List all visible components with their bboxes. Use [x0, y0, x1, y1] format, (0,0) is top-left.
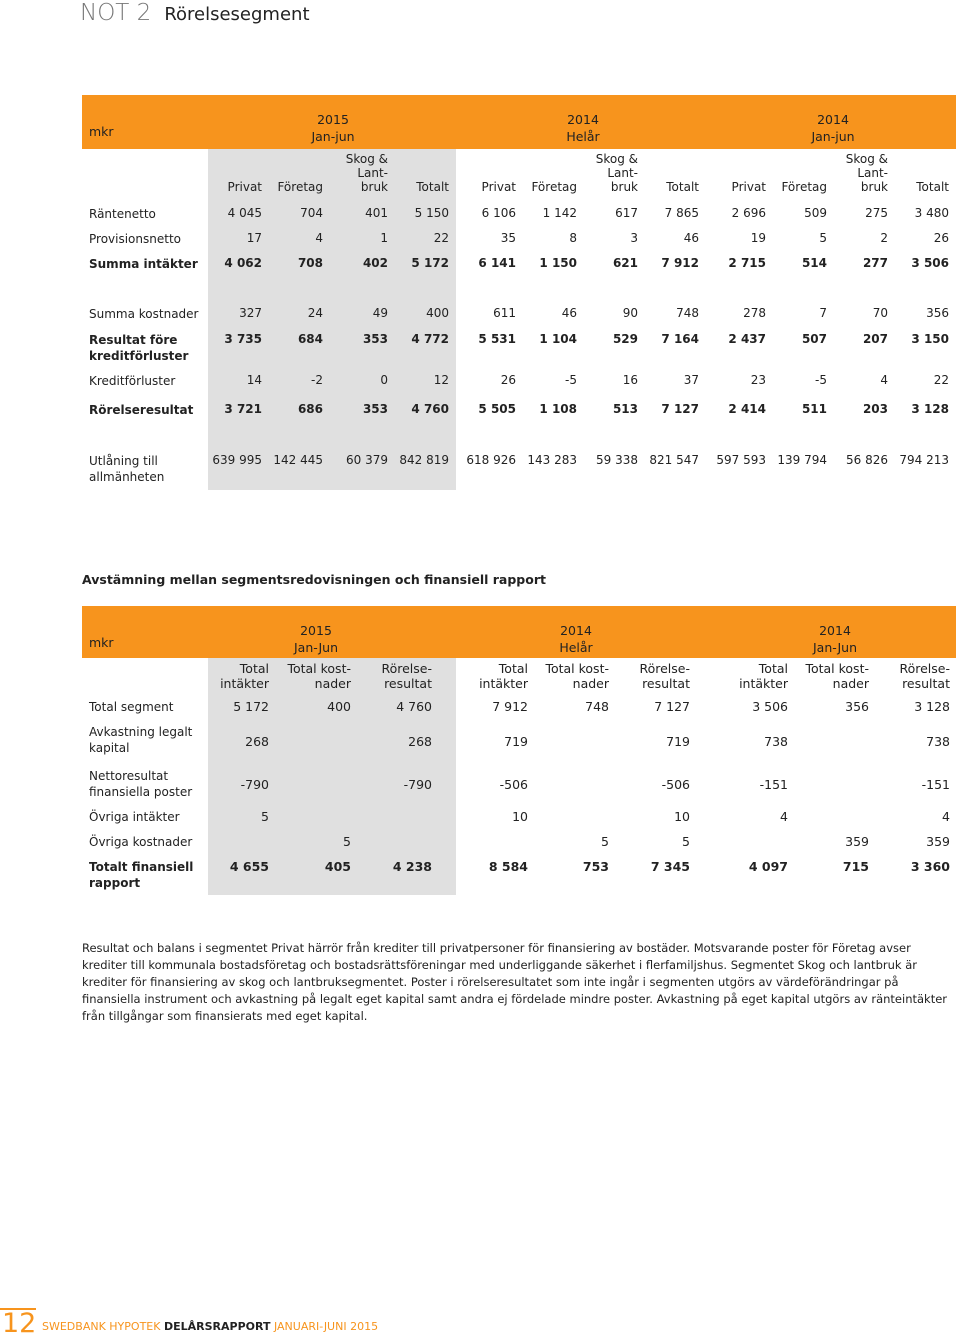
table1-row-label: Kreditförluster	[89, 374, 176, 388]
table1-col-header: Företag	[531, 180, 577, 194]
table1-cell: 12	[433, 373, 449, 387]
table1-period-span: Jan-jun	[811, 129, 855, 144]
table2-cell: -506	[499, 777, 528, 792]
table1-cell: 401	[365, 206, 388, 220]
table1-cell: 24	[307, 306, 323, 320]
table1-cell: 59 338	[596, 453, 638, 467]
table1-cell: 511	[801, 402, 827, 416]
table1-cell: 207	[862, 332, 888, 346]
table1-row-label: Räntenetto	[89, 207, 156, 221]
table1-cell: 142 445	[273, 453, 323, 467]
table2-cell: 3 506	[752, 699, 788, 714]
table2-cell: -790	[403, 777, 432, 792]
page-title	[80, 0, 310, 26]
table1-cell: 507	[801, 332, 827, 346]
table2-cell: 4	[780, 809, 788, 824]
table2-cell: 5	[343, 834, 351, 849]
table1-cell: 5 150	[414, 206, 449, 220]
table1-row-label: Summa kostnader	[89, 307, 199, 321]
table2-col-header: Total intäkter	[479, 661, 528, 691]
table1-cell: 7	[819, 306, 827, 320]
table2-period-span: Helår	[559, 640, 593, 655]
table2-col-header: Rörelse- resultat	[639, 661, 690, 691]
table1-cell: 277	[862, 256, 888, 270]
table1-cell: 748	[676, 306, 699, 320]
table2-cell: 738	[764, 734, 788, 749]
table2-cell: 268	[408, 734, 432, 749]
table2-cell: 5	[682, 834, 690, 849]
table1-cell: 513	[612, 402, 638, 416]
table1-cell: 509	[804, 206, 827, 220]
table1-cell: 621	[612, 256, 638, 270]
table2-cell: 359	[926, 834, 950, 849]
table1-cell: 794 213	[899, 453, 949, 467]
table2-period-span: Jan-Jun	[293, 640, 338, 655]
table2-cell: 7 345	[650, 859, 690, 874]
table1-col-header: Skog & Lant- bruk	[845, 152, 888, 194]
table1-cell: 2 437	[728, 332, 766, 346]
table1-cell: 529	[612, 332, 638, 346]
page-number: 12	[2, 1308, 37, 1339]
table1-col-header: Totalt	[666, 180, 699, 194]
table1-cell: 353	[362, 402, 388, 416]
table2-cell: 359	[845, 834, 869, 849]
table2-col-header: Rörelse- resultat	[899, 661, 950, 691]
footer-company: SWEDBANK HYPOTEK	[42, 1320, 161, 1333]
table1-cell: 4	[880, 373, 888, 387]
table2-cell: 719	[666, 734, 690, 749]
table1-row-label: Utlåning till allmänheten	[89, 454, 165, 484]
section2-title: Avstämning mellan segmentsredovisningen och finansiell rapport	[82, 572, 546, 587]
table1-cell: 402	[362, 256, 388, 270]
table1-cell: 46	[683, 231, 699, 245]
table2-cell: -790	[240, 777, 269, 792]
table1-cell: 14	[246, 373, 262, 387]
table1-cell: 0	[380, 373, 388, 387]
table1-cell: 22	[933, 373, 949, 387]
table1-cell: 842 819	[399, 453, 449, 467]
table1-cell: 1	[380, 231, 388, 245]
table1-col-header: Privat	[481, 180, 516, 194]
table2-cell: -506	[661, 777, 690, 792]
table1-row-label: Rörelseresultat	[89, 403, 194, 417]
table1-cell: 611	[493, 306, 516, 320]
table1-cell: 70	[872, 306, 888, 320]
table1-cell: 821 547	[649, 453, 699, 467]
table1-cell: 26	[500, 373, 516, 387]
footer-period: JANUARI-JUNI 2015	[273, 1320, 379, 1333]
table2-cell: 4 655	[229, 859, 269, 874]
table1-cell: 1 108	[539, 402, 577, 416]
table1-col-header: Privat	[731, 180, 766, 194]
table2-cell: 5	[601, 834, 609, 849]
table1-col-header: Totalt	[416, 180, 449, 194]
table1-cell: 686	[297, 402, 323, 416]
table2-row-label: Totalt finansiell rapport	[89, 860, 194, 890]
table1-col-header: Skog & Lant- bruk	[345, 152, 388, 194]
table1-cell: 4 062	[224, 256, 262, 270]
table1-cell: 23	[750, 373, 766, 387]
table2-cell: -151	[759, 777, 788, 792]
table1-cell: 684	[297, 332, 323, 346]
table1-cell: 3 128	[911, 402, 949, 416]
table2-cell: 3 360	[910, 859, 950, 874]
table2-col-header: Total intäkter	[739, 661, 788, 691]
table1-cell: 4 760	[411, 402, 449, 416]
table2-cell: 400	[327, 699, 351, 714]
table1-col-header: Företag	[277, 180, 323, 194]
table1-cell: 3 480	[914, 206, 949, 220]
table2-col-header: Total kost- nader	[287, 661, 351, 691]
note-number: NOT 2	[80, 0, 152, 26]
table1-cell: 1 142	[542, 206, 577, 220]
table1-cell: -5	[565, 373, 577, 387]
table2-corner: mkr	[89, 635, 114, 650]
table2-cell: 7 127	[654, 699, 690, 714]
table2-cell: 10	[512, 809, 528, 824]
table1-cell: 139 794	[777, 453, 827, 467]
table1-period-span: Helår	[566, 129, 600, 144]
table2-cell: 356	[845, 699, 869, 714]
table2-cell: 738	[926, 734, 950, 749]
table1-col-header: Privat	[227, 180, 262, 194]
table1-cell: 56 826	[846, 453, 888, 467]
table1-cell: 3 721	[224, 402, 262, 416]
table1-cell: 353	[362, 332, 388, 346]
table1-cell: 3 150	[911, 332, 949, 346]
table1-cell: 3 506	[911, 256, 949, 270]
table2-col-header: Total kost- nader	[545, 661, 609, 691]
table1-corner: mkr	[89, 124, 114, 139]
table1-cell: 400	[426, 306, 449, 320]
table2-cell: 753	[582, 859, 609, 874]
table1-cell: 2 715	[728, 256, 766, 270]
table1-period-year: 2015	[317, 112, 349, 127]
table1-cell: 618 926	[466, 453, 516, 467]
table1-cell: 5 505	[478, 402, 516, 416]
table1-cell: 35	[500, 231, 516, 245]
table1-cell: 90	[622, 306, 638, 320]
table1-cell: 4 045	[227, 206, 262, 220]
table1-row-label: Resultat före kreditförluster	[89, 333, 189, 363]
table1-cell: 22	[433, 231, 449, 245]
table1-cell: 278	[743, 306, 766, 320]
table1-cell: 37	[683, 373, 699, 387]
table1-cell: 2 414	[728, 402, 766, 416]
footer-text	[42, 1320, 378, 1333]
table2-cell: 8 584	[488, 859, 528, 874]
table1-cell: 49	[372, 306, 388, 320]
table2-cell: 268	[245, 734, 269, 749]
table2-cell: 4	[942, 809, 950, 824]
table1-cell: 16	[622, 373, 638, 387]
table2-cell: 4 238	[392, 859, 432, 874]
table1-cell: 17	[246, 231, 262, 245]
table1-cell: 4	[315, 231, 323, 245]
table2-row-label: Total segment	[89, 700, 174, 714]
table1-cell: -2	[311, 373, 323, 387]
table1-cell: 1 104	[539, 332, 577, 346]
table2-cell: 5	[261, 809, 269, 824]
table1-cell: 708	[297, 256, 323, 270]
table1-period-span: Jan-jun	[311, 129, 355, 144]
table1-cell: 143 283	[527, 453, 577, 467]
table2-col-header: Total intäkter	[220, 661, 269, 691]
table2-col-header: Rörelse- resultat	[381, 661, 432, 691]
table1-cell: 2 696	[731, 206, 766, 220]
table1-cell: 19	[750, 231, 766, 245]
table1-cell: 704	[300, 206, 323, 220]
table2-cell: 3 128	[914, 699, 950, 714]
table1-col-header: Totalt	[916, 180, 949, 194]
table1-cell: 5 172	[411, 256, 449, 270]
table2-row-label: Nettoresultat finansiella poster	[89, 769, 193, 799]
table2-period-year: 2014	[819, 623, 851, 638]
table1-cell: 7 164	[661, 332, 699, 346]
table1-cell: 6 141	[478, 256, 516, 270]
table1-row-label: Provisionsnetto	[89, 232, 181, 246]
table2-cell: 4 097	[748, 859, 788, 874]
table1-cell: 7 912	[661, 256, 699, 270]
footer-report: DELÅRSRAPPORT	[163, 1320, 271, 1333]
table2-col-header: Total kost- nader	[805, 661, 869, 691]
table2-cell: 10	[674, 809, 690, 824]
table2-cell: -151	[921, 777, 950, 792]
table1-cell: 5 531	[478, 332, 516, 346]
table1-cell: 2	[880, 231, 888, 245]
table1-cell: 275	[865, 206, 888, 220]
table1-cell: 7 865	[664, 206, 699, 220]
table1-cell: 639 995	[212, 453, 262, 467]
table2-cell: 715	[842, 859, 869, 874]
table1-cell: 3	[630, 231, 638, 245]
table1-cell: 514	[801, 256, 827, 270]
table2-cell: 5 172	[233, 699, 269, 714]
table2-row-label: Övriga kostnader	[89, 835, 193, 849]
table1-cell: 6 106	[481, 206, 516, 220]
table1-cell: 3 735	[224, 332, 262, 346]
table1-col-header: Företag	[781, 180, 827, 194]
table1-period-year: 2014	[817, 112, 849, 127]
table1-cell: 597 593	[716, 453, 766, 467]
table2-period-year: 2014	[560, 623, 592, 638]
table1-cell: 46	[561, 306, 577, 320]
table2-row-label: Övriga intäkter	[89, 810, 180, 824]
table1-cell: 8	[569, 231, 577, 245]
table1-cell: 5	[819, 231, 827, 245]
table1-cell: 356	[926, 306, 949, 320]
table2-cell: 4 760	[396, 699, 432, 714]
table1-cell: 7 127	[661, 402, 699, 416]
table1-cell: 4 772	[411, 332, 449, 346]
table2-cell: 748	[585, 699, 609, 714]
table1-period-year: 2014	[567, 112, 599, 127]
table2-row-label: Avkastning legalt kapital	[89, 725, 193, 755]
table2-cell: 405	[324, 859, 351, 874]
table2-cell: 7 912	[492, 699, 528, 714]
table1-cell: 26	[933, 231, 949, 245]
table2-period-year: 2015	[300, 623, 332, 638]
table2-cell: 719	[504, 734, 528, 749]
footnote: Resultat och balans i segmentet Privat härrör från krediter till privatpersoner för finansiering av bostäder. Motsvarande poster för Företag avser krediter till kommunala bostadsföretag och bostadsrättsföreningar med underliggande säkerhet i flerfamiljshus. Segmentet Skog och lantbruk är krediter för finansiering av skog och lantbruksegmentet. Poster i rörelseresultatet som inte ingår i segmenten utgörs av värdeförändringar på finansiella instrument och avkastning på legalt eget kapital samt andra ej fördelade mindre poster. Avkastning på eget kapital utgörs av ränteintäkter från tillgångar som finansierats med eget kapital.	[82, 941, 948, 1023]
table1-cell: 327	[239, 306, 262, 320]
table1-row-label: Summa intäkter	[89, 257, 198, 271]
table1-cell: 1 150	[539, 256, 577, 270]
table1-cell: 617	[615, 206, 638, 220]
table1-cell: 203	[862, 402, 888, 416]
table1-cell: 60 379	[346, 453, 388, 467]
table1-cell: -5	[815, 373, 827, 387]
note-label: Rörelsesegment	[164, 4, 310, 25]
table1-col-header: Skog & Lant- bruk	[595, 152, 638, 194]
table2-period-span: Jan-Jun	[812, 640, 857, 655]
